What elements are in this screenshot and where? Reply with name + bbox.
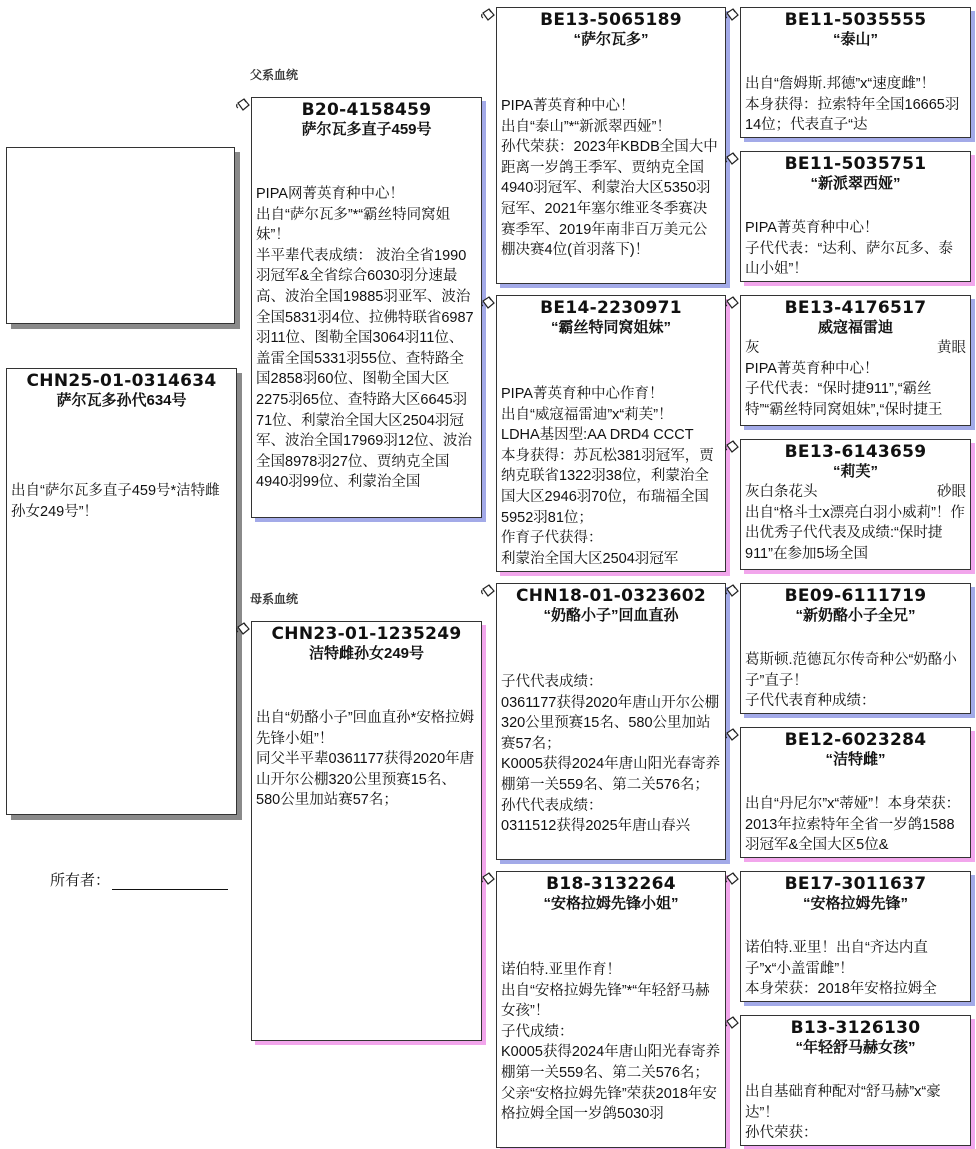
pigeon-name: “安格拉姆先锋” bbox=[802, 895, 908, 912]
ring-number: B13-3126130 bbox=[790, 1018, 921, 1038]
ring-number: BE13-5065189 bbox=[540, 10, 682, 30]
pigeon-name: “新奶酪小子全兄” bbox=[795, 607, 916, 624]
pigeon-description: 出自“格斗士x漂亮白羽小威莉”！作出优秀子代代表及成绩:“保时捷911”在参加5场全国 bbox=[745, 504, 965, 562]
ring-number: BE14-2230971 bbox=[540, 298, 682, 318]
pigeon-name: 洁特雌孙女249号 bbox=[308, 645, 425, 662]
pigeon-name: “泰山” bbox=[832, 31, 878, 48]
empty-photo-box bbox=[6, 147, 235, 324]
ring-number: BE13-6143659 bbox=[784, 442, 927, 462]
eye-type: 砂眼 bbox=[937, 484, 966, 500]
paint-bucket-icon bbox=[480, 295, 496, 311]
paint-bucket-icon bbox=[480, 583, 496, 599]
pigeon-name: 萨尔瓦多孙代634号 bbox=[56, 392, 187, 409]
pigeon-name: “霸丝特同窝姐妹” bbox=[550, 319, 671, 336]
pigeon-name: “年轻舒马赫女孩” bbox=[795, 1039, 916, 1056]
gen4-box[interactable] bbox=[740, 583, 971, 714]
paint-bucket-icon bbox=[235, 621, 251, 637]
gen4-box[interactable] bbox=[740, 439, 971, 570]
ring-number: BE09-6111719 bbox=[784, 586, 927, 606]
color-eye-row bbox=[741, 338, 970, 359]
ring-number: BE17-3011637 bbox=[784, 874, 927, 894]
pigeon-description: 出自基础育种配对“舒马赫”x“豪达”！ 孙代荣获： bbox=[745, 1084, 941, 1142]
gen3-box[interactable] bbox=[496, 583, 726, 860]
paint-bucket-icon bbox=[480, 871, 496, 887]
subject-box[interactable] bbox=[6, 368, 237, 815]
pigeon-name: “奶酪小子”回血直孙 bbox=[543, 607, 679, 624]
ring-number: CHN18-01-0323602 bbox=[516, 586, 706, 606]
ring-number: BE11-5035555 bbox=[784, 10, 927, 30]
pigeon-description: 出自“丹尼尔”x“蒂娅”！本身荣获：2013年拉索特年全省一岁鸽1588羽冠军&全国大区5位& bbox=[745, 796, 961, 854]
paint-bucket-icon bbox=[724, 439, 740, 455]
gen4-box[interactable] bbox=[740, 295, 971, 426]
owner-blank-line bbox=[112, 873, 228, 890]
sire-line-label: 父系血统 bbox=[250, 68, 299, 82]
color-eye-row bbox=[741, 482, 970, 503]
gen3-box[interactable] bbox=[496, 871, 726, 1148]
ring-number: B20-4158459 bbox=[301, 100, 432, 120]
paint-bucket-icon bbox=[480, 7, 496, 23]
pigeon-description: 出自“詹姆斯.邦德”x“速度雌”！ 本身获得：拉索特年全国16665羽14位；代表直子“达 bbox=[745, 76, 960, 134]
gen4-box[interactable] bbox=[740, 7, 971, 138]
gen3-box[interactable] bbox=[496, 7, 726, 284]
owner-field bbox=[50, 869, 228, 890]
gen4-box[interactable] bbox=[740, 727, 971, 858]
pigeon-description: PIPA网菁英育种中心！ 出自“萨尔瓦多”*“霸丝特同窝姐妹”！ 半平辈代表成绩： 波治全省1990羽冠军&全省综合6030羽分速最高、波治全国19885羽亚军、波治全国5831羽4位、拉佛特联省6987羽11位、图勒全国3064羽11位、盖雷全国5331羽55位、查特路全国2858羽60位、图勒全国大区2275羽65位、查特路大区6645羽71位、利蒙治全国大区2504羽冠军、波治全国17969羽12位、波治全国8978羽27位、贾纳克全国4940羽99位、利蒙治全国 bbox=[256, 186, 474, 491]
ring-number: BE13-4176517 bbox=[784, 298, 927, 318]
pigeon-description: 子代代表成绩： 0361177获得2020年唐山开尔公棚320公里预赛15名、580公里加站赛57名； K0005获得2024年唐山阳光春寄养棚第一关559名、第二关576名； 孙代代表成绩： 0311512获得2025年唐山春兴 bbox=[501, 674, 721, 835]
pigeon-name: 萨尔瓦多直子459号 bbox=[301, 121, 432, 138]
ring-number: CHN23-01-1235249 bbox=[271, 624, 462, 644]
gen4-box[interactable] bbox=[740, 1015, 971, 1146]
gen4-box[interactable] bbox=[740, 151, 971, 282]
gen4-box[interactable] bbox=[740, 871, 971, 1002]
pigeon-description: 葛斯顿.范德瓦尔传奇种公“奶酪小子”直子！ 子代代表育种成绩： bbox=[745, 652, 957, 710]
ring-number: BE11-5035751 bbox=[784, 154, 927, 174]
pigeon-description: PIPA菁英育种中心！ 子代代表：“达利、萨尔瓦多、泰山小姐”！ bbox=[745, 220, 953, 278]
dam-box[interactable] bbox=[251, 621, 482, 1041]
ring-number: B18-3132264 bbox=[546, 874, 676, 894]
pigeon-name: “安格拉姆先锋小姐” bbox=[543, 895, 679, 912]
paint-bucket-icon bbox=[724, 727, 740, 743]
pigeon-description: PIPA菁英育种中心！ 子代代表：“保时捷911”,“霸丝特”“霸丝特同窝姐妹”,“保时捷王 bbox=[745, 360, 943, 418]
paint-bucket-icon bbox=[724, 7, 740, 23]
paint-bucket-icon bbox=[235, 97, 251, 113]
pigeon-description: 诺伯特.亚里作育！ 出自“安格拉姆先锋”*“年轻舒马赫女孩”！ 子代成绩： K0005获得2024年唐山阳光春寄养棚第一关559名、第二关576名； 父亲“安格拉姆先锋”荣获2018年安格拉姆全国一岁鸽5030羽 bbox=[501, 962, 721, 1123]
ring-number: CHN25-01-0314634 bbox=[26, 371, 217, 391]
pigeon-name: 威寇福雷迪 bbox=[817, 319, 893, 336]
pigeon-name: “萨尔瓦多” bbox=[573, 31, 649, 48]
dam-line-label: 母系血统 bbox=[250, 592, 299, 606]
paint-bucket-icon bbox=[724, 583, 740, 599]
gen3-box[interactable] bbox=[496, 295, 726, 572]
pigeon-name: “新派翠西娅” bbox=[810, 175, 901, 192]
owner-label: 所有者： bbox=[50, 872, 111, 889]
eye-type: 黄眼 bbox=[937, 340, 966, 356]
pigeon-description: PIPA菁英育种中心！ 出自“泰山”*“新派翠西娅”！ 孙代荣获：2023年KBDB全国大中距离一岁鸽王季军、贾纳克全国4940羽冠军、利蒙治大区5350羽冠军、2021年塞尔维亚冬季赛决赛季军、2019年南非百万美元公棚决赛4位(首羽落下)！ bbox=[501, 98, 718, 259]
pigeon-description: PIPA菁英育种中心作育！ 出自“威寇福雷迪”x“莉芙”！ LDHA基因型:AA DRD4 CCCT 本身获得：苏瓦松381羽冠军，贾纳克联省1322羽38位，利蒙治全国大区2946羽70位，布瑞福全国5952羽81位； 作育子代获得： 利蒙治全国大区2504羽冠军 bbox=[501, 386, 714, 567]
pigeon-description: 出自“奶酪小子”回血直孙*安格拉姆先锋小姐”！ 同父半平辈0361177获得2020年唐山开尔公棚320公里预赛15名、580公里加站赛57名； bbox=[256, 710, 475, 809]
pigeon-name: “莉芙” bbox=[832, 463, 878, 480]
paint-bucket-icon bbox=[724, 1015, 740, 1031]
feather-color: 灰 bbox=[745, 340, 760, 356]
pigeon-description: 诺伯特.亚里！出自“齐达内直子”x“小盖雷雌”！ 本身荣获：2018年安格拉姆全 bbox=[745, 940, 937, 998]
paint-bucket-icon bbox=[724, 295, 740, 311]
sire-box[interactable] bbox=[251, 97, 482, 518]
paint-bucket-icon bbox=[724, 151, 740, 167]
pigeon-description: 出自“萨尔瓦多直子459号*洁特雌孙女249号”！ bbox=[11, 483, 220, 520]
pigeon-name: “洁特雌” bbox=[825, 751, 886, 768]
ring-number: BE12-6023284 bbox=[784, 730, 927, 750]
paint-bucket-icon bbox=[724, 871, 740, 887]
feather-color: 灰白条花头 bbox=[745, 484, 818, 500]
